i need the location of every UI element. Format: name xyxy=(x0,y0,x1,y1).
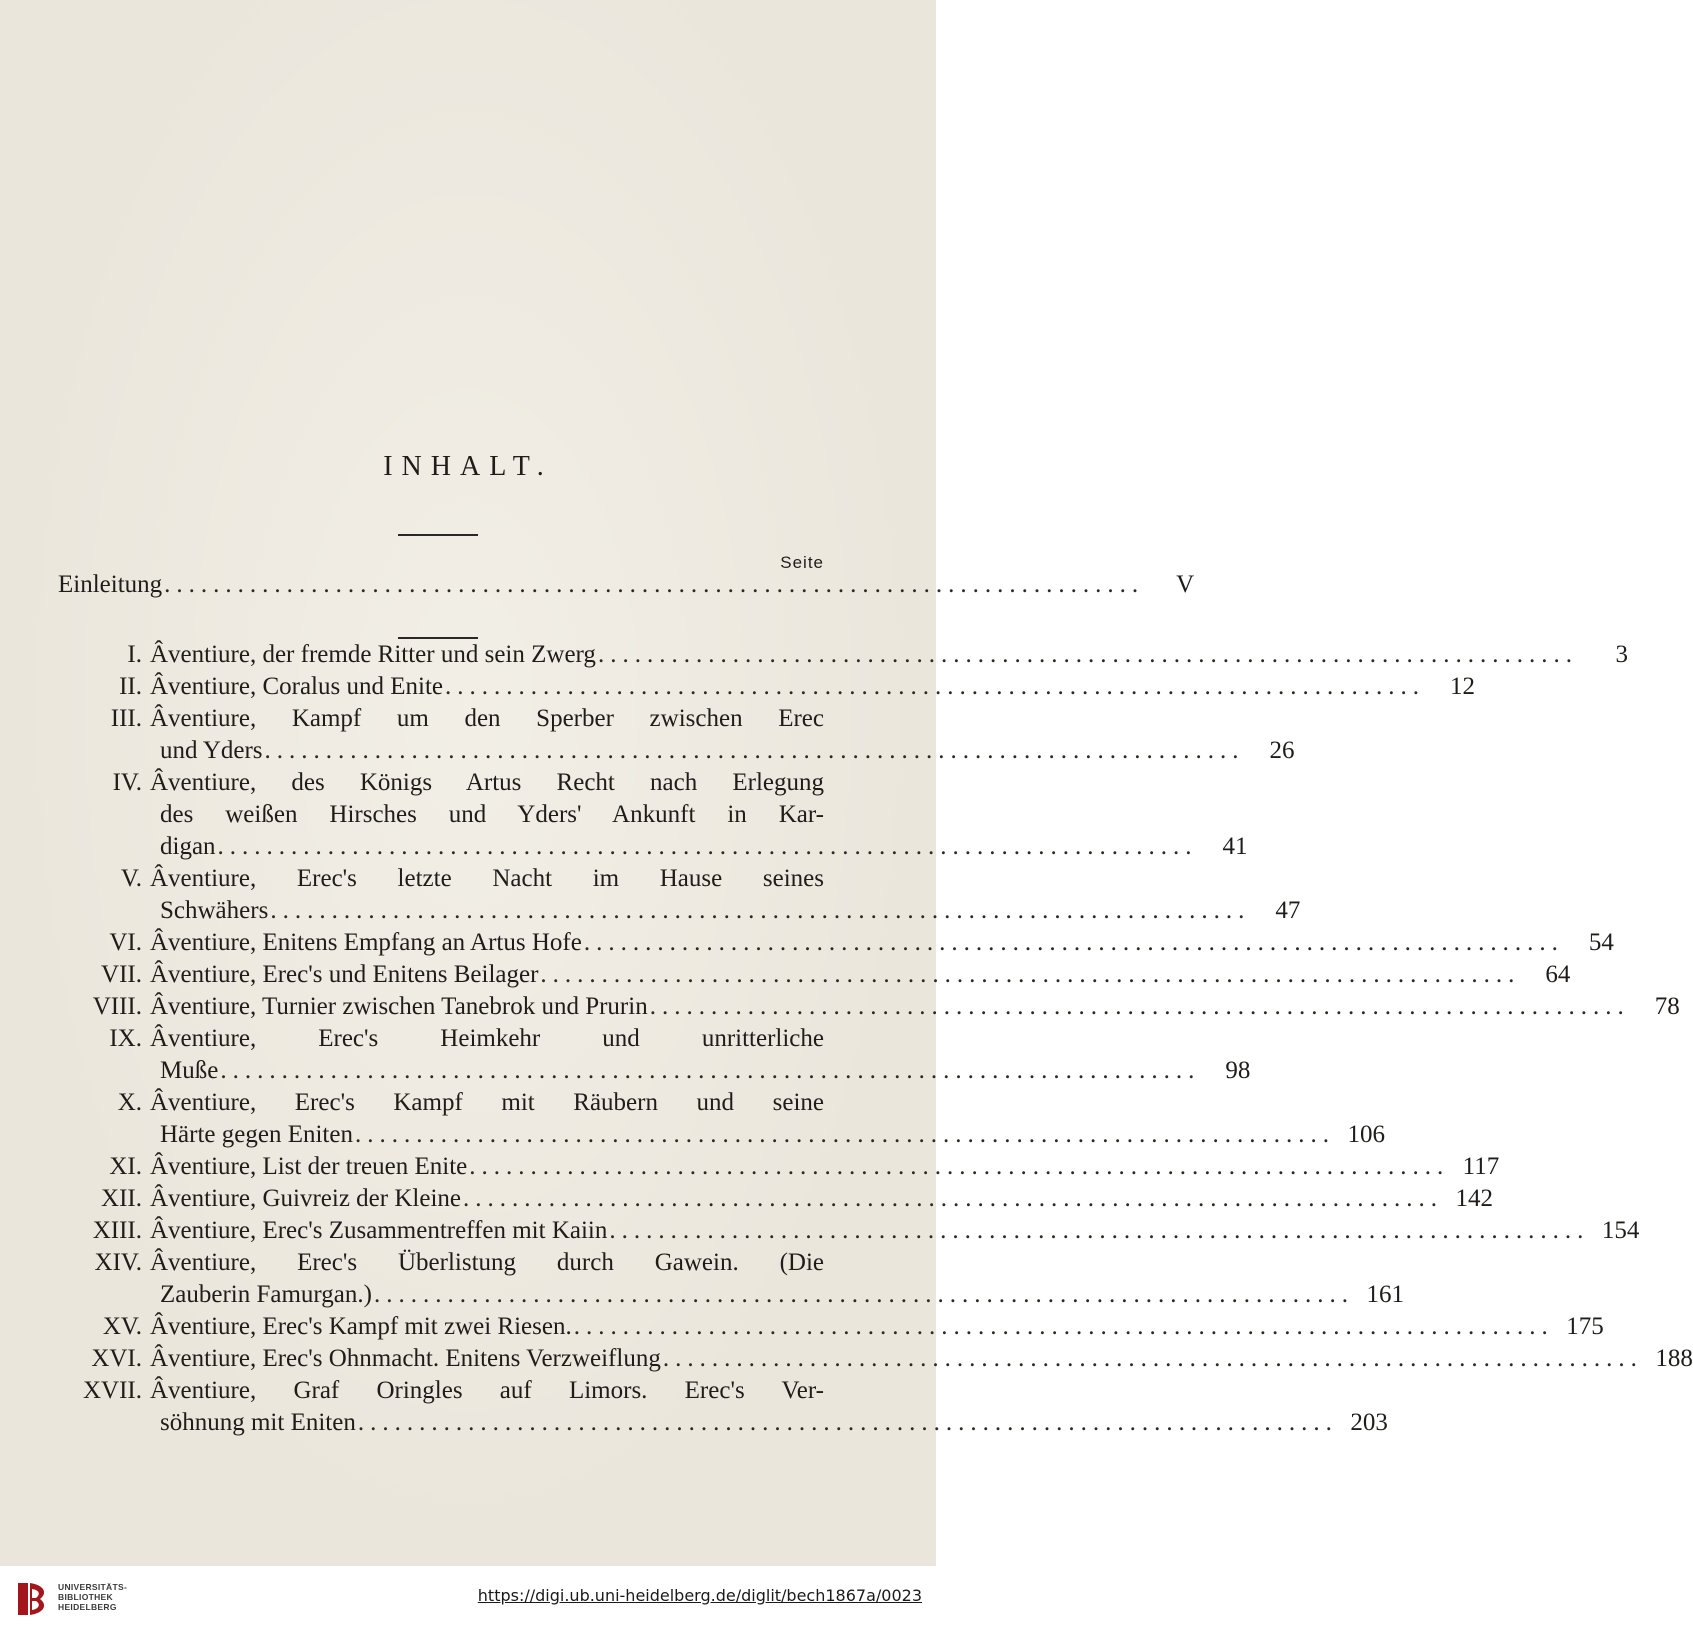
leader-dots: ................................................................................ xyxy=(357,1409,1338,1436)
university-library-logo-icon xyxy=(14,1579,52,1619)
toc-entry xyxy=(101,959,1571,991)
toc-entry-number: III. xyxy=(110,705,142,732)
toc-entry xyxy=(109,1023,1251,1087)
toc-intro-label: Einleitung xyxy=(58,571,163,598)
toc-entry-number: I. xyxy=(127,641,142,668)
toc-entry-page: 175 xyxy=(1566,1313,1604,1340)
toc-entry-text: Âventiure, Erec's Kampf mit Räubern und seine xyxy=(150,1089,824,1116)
toc-entry-page: 161 xyxy=(1366,1281,1404,1308)
toc-entry xyxy=(109,1151,1500,1183)
toc-entry-text: Âventiure, Erec's Kampf mit zwei Riesen. xyxy=(150,1313,572,1340)
toc-entry-text: Âventiure, Kampf um den Sperber zwischen Erec xyxy=(150,705,824,732)
toc-entry-number: II. xyxy=(119,673,142,700)
leader-dots: ................................................................................ xyxy=(597,641,1578,668)
toc-entry-text: und Yders xyxy=(160,737,263,764)
toc-entry-page: 78 xyxy=(1654,993,1680,1020)
toc-entry xyxy=(110,703,1295,767)
toc-entry xyxy=(127,639,1628,671)
toc-entry-number: VIII. xyxy=(92,993,142,1020)
toc-entry-text: Âventiure, Turnier zwischen Tanebrok und Prurin xyxy=(150,993,648,1020)
toc-entry-page: 26 xyxy=(1269,737,1295,764)
toc-entry-page: 188 xyxy=(1655,1345,1693,1372)
title-divider xyxy=(398,534,478,536)
toc-entry xyxy=(94,1247,1404,1311)
toc-entry xyxy=(82,1375,1388,1439)
leader-dots: ................................................................................ xyxy=(373,1281,1354,1308)
toc-entry-number: VI. xyxy=(109,929,142,956)
toc-entry xyxy=(92,1215,1640,1247)
leader-dots: ................................................................................ xyxy=(270,897,1251,924)
toc-entry-page: 12 xyxy=(1450,673,1475,700)
toc-entry-text: Âventiure, Erec's und Enitens Beilager xyxy=(150,961,539,988)
toc-entry-number: IV. xyxy=(112,769,142,796)
toc-entry-text: Âventiure, Erec's Überlistung durch Gawein. (Die xyxy=(150,1249,824,1276)
toc-entry-page: 98 xyxy=(1225,1057,1251,1084)
toc-entry-page: 47 xyxy=(1275,897,1301,924)
leader-dots: ................................................................................ xyxy=(540,961,1521,988)
toc-entry-text: Âventiure, Erec's Heimkehr und unritterliche xyxy=(150,1025,824,1052)
toc-entry-text: Âventiure, der fremde Ritter und sein Zwerg xyxy=(150,641,596,668)
toc-entry-text: Âventiure, Graf Oringles auf Limors. Erec's Ver- xyxy=(150,1377,824,1404)
library-name-line: BIBLIOTHEK xyxy=(58,1592,113,1602)
bleed-through-texture xyxy=(60,90,820,650)
toc-entry-page: 106 xyxy=(1347,1121,1385,1148)
toc-entry-text: digan xyxy=(160,833,216,860)
toc-entry-number: XV. xyxy=(102,1313,142,1340)
toc-entry-text: Muße xyxy=(160,1057,219,1084)
toc-entry-text: Âventiure, Guivreiz der Kleine xyxy=(150,1185,461,1212)
toc-entry-text: Âventiure, Erec's Ohnmacht. Enitens Verzweiflung xyxy=(150,1345,661,1372)
toc-entry-page: 3 xyxy=(1615,641,1628,668)
leader-dots: ................................................................................ xyxy=(164,571,1145,598)
library-name-line: UNIVERSITÄTS- xyxy=(58,1582,128,1592)
leader-dots: ................................................................................ xyxy=(573,1313,1554,1340)
toc-entry-page: 154 xyxy=(1601,1217,1640,1244)
toc-entry-number: VII. xyxy=(101,961,142,988)
leader-dots: ................................................................................ xyxy=(354,1121,1335,1148)
page-title: INHALT. xyxy=(383,451,553,482)
source-url-link[interactable]: https://digi.ub.uni-heidelberg.de/diglit/bech1867a/0023 xyxy=(477,1586,922,1605)
page-column-label: Seite xyxy=(780,553,824,572)
leader-dots: ................................................................................ xyxy=(463,1185,1443,1212)
toc-entry xyxy=(101,1183,1493,1215)
toc-entry-number: XII. xyxy=(101,1185,142,1212)
toc-entry-number: V. xyxy=(120,865,142,892)
toc-intro-page: V xyxy=(1176,571,1195,598)
leader-dots: ................................................................................ xyxy=(649,993,1630,1020)
toc-entry-text: Âventiure, Erec's letzte Nacht im Hause seines xyxy=(150,865,824,892)
library-name-line: HEIDELBERG xyxy=(58,1602,117,1612)
toc-entry xyxy=(109,927,1614,959)
toc-entry-number: XVI. xyxy=(91,1345,142,1372)
toc-entry xyxy=(117,1087,1385,1151)
toc-entry-number: XI. xyxy=(109,1153,142,1180)
toc-entry xyxy=(102,1311,1604,1343)
leader-dots: ................................................................................ xyxy=(609,1217,1590,1244)
toc-entry-text: söhnung mit Eniten xyxy=(160,1409,356,1436)
leader-dots: ................................................................................ xyxy=(445,673,1425,700)
toc-entry-page: 142 xyxy=(1455,1185,1493,1212)
toc-entry-page: 117 xyxy=(1462,1153,1500,1180)
toc-entry xyxy=(120,863,1301,927)
viewer-footer xyxy=(0,1566,936,1631)
leader-dots: ................................................................................ xyxy=(264,737,1245,764)
toc-entry-page: 64 xyxy=(1545,961,1571,988)
toc-entry xyxy=(91,1343,1693,1375)
toc-entry xyxy=(112,767,1248,863)
toc-entry-page: 41 xyxy=(1222,833,1248,860)
toc-intro-entry xyxy=(58,569,1195,601)
toc-entry-page: 203 xyxy=(1350,1409,1388,1436)
leader-dots: ................................................................................ xyxy=(469,1153,1450,1180)
toc-entry-number: X. xyxy=(117,1089,142,1116)
toc-entry-text: Âventiure, Coralus und Enite xyxy=(150,673,443,700)
leader-dots: ................................................................................ xyxy=(217,833,1198,860)
toc-entry-text: Härte gegen Eniten xyxy=(160,1121,353,1148)
leader-dots: ................................................................................ xyxy=(662,1345,1643,1372)
toc-entry-text: des weißen Hirsches und Yders' Ankunft in Kar- xyxy=(160,801,824,828)
toc-entry-text: Âventiure, Enitens Empfang an Artus Hofe xyxy=(150,929,582,956)
toc-entry-number: XVII. xyxy=(82,1377,142,1404)
toc-entry-text: Âventiure, List der treuen Enite xyxy=(150,1153,468,1180)
toc-entry xyxy=(119,671,1475,703)
toc-entry-page: 54 xyxy=(1588,929,1614,956)
toc-entry-text: Zauberin Famurgan.) xyxy=(160,1281,372,1308)
leader-dots: ................................................................................ xyxy=(220,1057,1201,1084)
toc-entry xyxy=(92,991,1680,1023)
toc-entry-text: Schwähers xyxy=(160,897,269,924)
toc-entry-number: IX. xyxy=(109,1025,142,1052)
toc-entry-number: XIV. xyxy=(94,1249,142,1276)
toc-entry-text: Âventiure, des Königs Artus Recht nach Erlegung xyxy=(150,769,824,796)
library-name xyxy=(58,1582,127,1612)
toc-entry-number: XIII. xyxy=(92,1217,142,1244)
leader-dots: ................................................................................ xyxy=(583,929,1564,956)
toc-entry-text: Âventiure, Erec's Zusammentreffen mit Kaiin xyxy=(150,1217,608,1244)
